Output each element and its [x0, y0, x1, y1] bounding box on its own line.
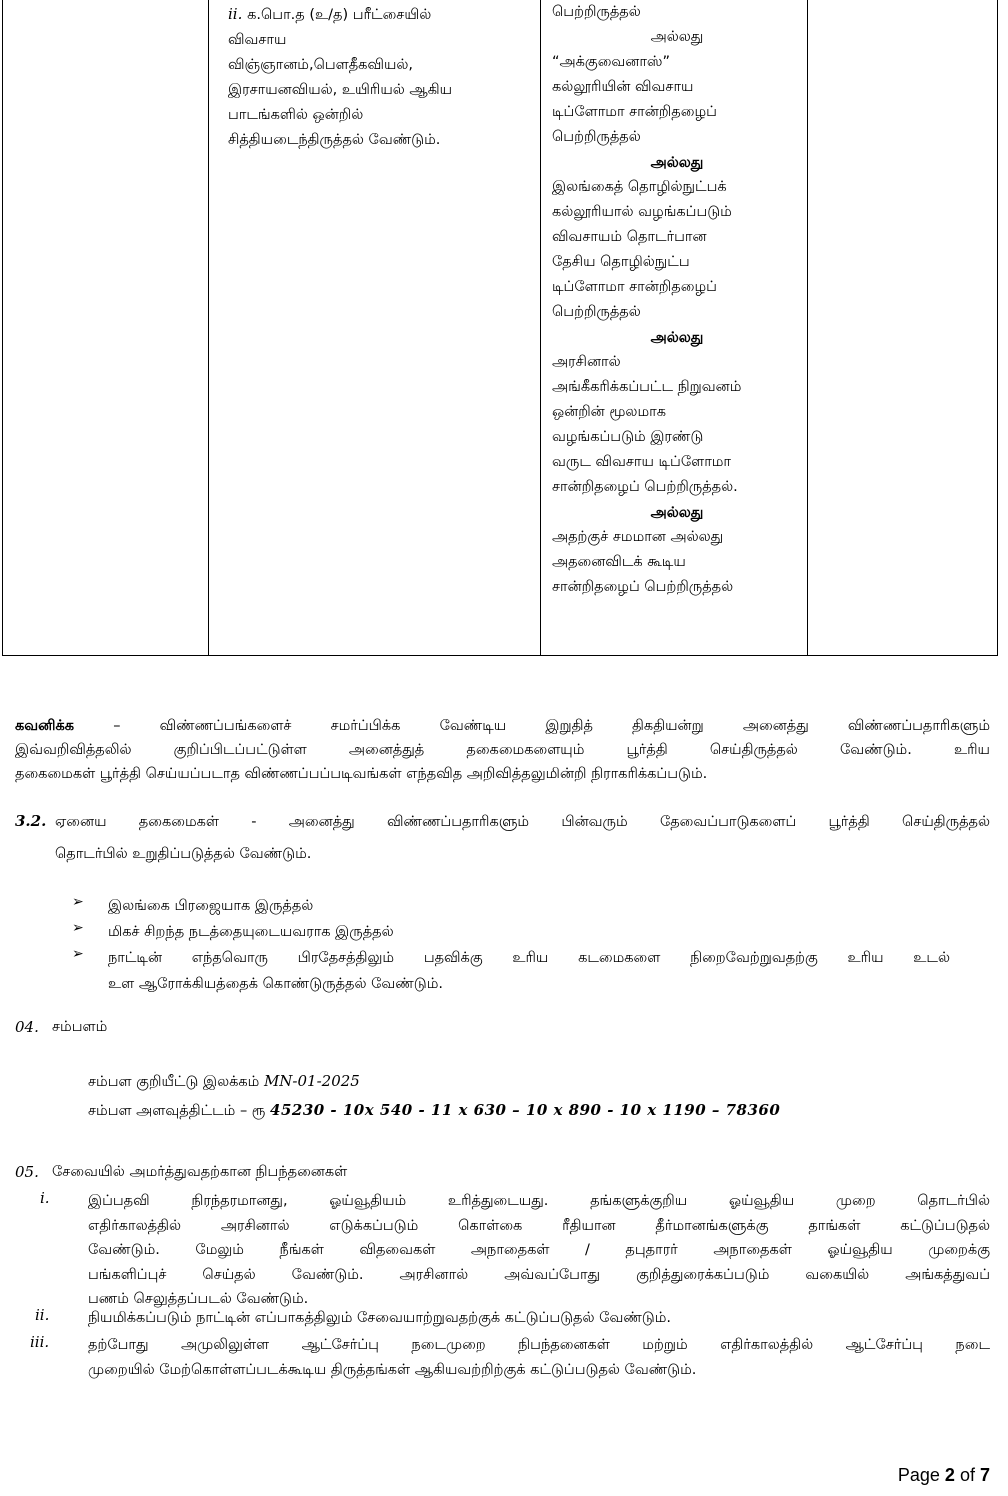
alternative-line: வழங்கப்படும் இரண்டு: [552, 429, 704, 445]
alternative-line: அரசினால்: [552, 354, 621, 370]
alternative-line: பெற்றிருத்தல்: [552, 4, 641, 20]
bullet-item: இலங்கை பிரஜையாக இருத்தல்: [108, 898, 314, 914]
alternative-line: கல்லூரியால் வழங்கப்படும்: [552, 204, 732, 220]
alternative-line: வருட விவசாய டிப்ளோமா: [552, 454, 732, 470]
section-3-2-text: [55, 810, 990, 834]
requirement-line: சித்தியடைந்திருத்தல் வேண்டும்.: [228, 132, 441, 148]
salary-code-line: [88, 1072, 360, 1092]
requirement-line: ii. க.பொ.த (உ/த) பரீட்சையில்: [228, 5, 432, 23]
section-5-number: 05.: [15, 1163, 39, 1181]
condition-marker: ii.: [35, 1306, 50, 1324]
section-3-2-text: [55, 842, 990, 866]
condition-item: நியமிக்கப்படும் நாட்டின் எப்பாகத்திலும் சேவையாற்றுவதற்குக் கட்டுப்படுதல் வேண்டும்.: [88, 1310, 671, 1326]
section-5-title: சேவையில் அமர்த்துவதற்கான நிபந்தனைகள்: [52, 1164, 348, 1180]
table-cell-requirement: [228, 2, 528, 153]
alternative-line: தேசிய தொழில்நுட்ப: [552, 254, 690, 270]
table-col-divider: [208, 0, 209, 656]
alternative-line: இலங்கைத் தொழில்நுட்பக்: [552, 179, 727, 195]
requirement-line: இரசாயனவியல், உயிரியல் ஆகிய: [228, 82, 453, 98]
alternative-line: சான்றிதழைப் பெற்றிருத்தல்.: [552, 479, 738, 495]
condition-marker: i.: [40, 1189, 50, 1207]
condition-marker: iii.: [30, 1333, 50, 1351]
section-3-2-line: தொடர்பில் உறுதிப்படுத்தல் வேண்டும்.: [55, 846, 312, 862]
salary-scale-value: 45230 - 10x 540 - 11 x 630 – 10 x 890 - 10 x 1190 – 78360: [270, 1101, 781, 1119]
or-separator: அல்லது: [650, 329, 704, 346]
table-col-divider: [807, 0, 808, 656]
salary-scale-line: [88, 1101, 780, 1121]
bullet-item: மிகச் சிறந்த நடத்தையுடையவராக இருத்தல்: [108, 924, 394, 940]
section-3-2-line: ஏனைய தகைமைகள் - அனைத்து விண்ணப்பதாரிகளும் பின்வரும் தேவைப்பாடுகளைப் பூர்த்தி செய்திருத்தல்: [55, 814, 990, 830]
salary-scale-label: சம்பள அளவுத்திட்டம் – ரூ: [88, 1103, 266, 1119]
table-cell-alternative: [552, 0, 802, 600]
or-separator: அல்லது: [650, 154, 704, 171]
requirement-line: விவசாய: [228, 32, 287, 48]
alternative-line: ஒன்றின் மூலமாக: [552, 404, 666, 420]
note-paragraph: [15, 714, 990, 786]
alternative-line: “அக்குவைனாஸ்”: [552, 54, 671, 70]
note-line: தகைமைகள் பூர்த்தி செய்யப்படாத விண்ணப்பப்படிவங்கள் எந்தவித அறிவித்தலுமின்றி நிராகரிக்கப்படும்.: [15, 766, 708, 782]
note-line: இவ்வறிவித்தலில் குறிப்பிடப்பட்டுள்ள அனைத்துத் தகைமைகளையும் பூர்த்தி செய்திருத்தல் வேண்டும். உரிய: [15, 742, 990, 758]
alternative-line: விவசாயம் தொடர்பான: [552, 229, 707, 245]
alternative-line: சான்றிதழைப் பெற்றிருத்தல்: [552, 579, 734, 595]
section-4-number: 04.: [15, 1018, 39, 1036]
alternative-line: அதனைவிடக் கூடிய: [552, 554, 686, 570]
bullet-item: நாட்டின் எந்தவொரு பிரதேசத்திலும் பதவிக்கு உரிய கடமைகளை நிறைவேற்றுவதற்கு உரிய உடல் உள ஆரோக்கியத்தைக் கொண்டுருத்தல் வேண்டும்.: [108, 950, 950, 992]
or-separator: அல்லது: [650, 504, 704, 521]
alternative-line: அதற்குச் சமமான அல்லது: [552, 529, 724, 545]
arrow-bullet-icon: ➢: [72, 946, 84, 962]
requirement-line: பாடங்களில் ஒன்றில்: [228, 107, 364, 123]
note-label: கவனிக்க: [15, 718, 75, 734]
alternative-line: பெற்றிருத்தல்: [552, 129, 641, 145]
or-separator: அல்லது: [650, 29, 704, 45]
alternative-line: அங்கீகரிக்கப்பட்ட நிறுவனம்: [552, 379, 742, 395]
table-col-divider: [540, 0, 541, 656]
section-4-title: சம்பளம்: [52, 1019, 108, 1035]
requirement-line: விஞ்ஞானம்,பௌதீகவியல்,: [228, 57, 414, 73]
arrow-bullet-icon: ➢: [72, 894, 84, 910]
arrow-bullet-icon: ➢: [72, 920, 84, 936]
page-number: Page 2 of 7: [897, 1465, 990, 1485]
condition-item: இப்பதவி நிரந்தரமானது, ஓய்வூதியம் உரித்துடையது. தங்களுக்குறிய ஓய்வூதிய முறை தொடர்பில் எதிர்காலத்தில் அரசினால் எடுக்கப்படும் கொள்கை ரீதியான தீர்மானங்களுக்கு தாங்கள் கட்டுப்படுதல் வேண்டும். மேலும் நீங்கள் விதவைகள் அநாதைகள் / தபுதாரர் அநாதைகள் ஓய்வூதிய முறைக்கு பங்களிப்புச் செய்தல் வேண்டும். அரசினால் அவ்வப்போது குறித்துரைக்கப்படும் வகையில் அங்கத்துவப் பணம் செலுத்தப்படல் வேண்டும்.: [88, 1193, 990, 1307]
salary-code-label: சம்பள குறியீட்டு இலக்கம்: [88, 1074, 260, 1090]
note-line: கவனிக்க – விண்ணப்பங்களைச் சமர்ப்பிக்க வேண்டிய இறுதித் திகதியன்று அனைத்து விண்ணப்பதாரிகளும்: [15, 718, 991, 734]
alternative-line: கல்லூரியின் விவசாய: [552, 79, 694, 95]
alternative-line: டிப்ளோமா சான்றிதழைப்: [552, 279, 717, 295]
section-3-2-number: 3.2.: [15, 812, 47, 830]
alternative-line: பெற்றிருத்தல்: [552, 304, 641, 320]
condition-item: தற்போது அமுலிலுள்ள ஆட்சேர்ப்பு நடைமுறை நிபந்தனைகள் மற்றும் எதிர்காலத்தில் ஆட்சேர்ப்பு நடை முறையில் மேற்கொள்ளப்படக்கூடிய திருத்தங்கள் ஆகியவற்றிற்குக் கட்டுப்படுதல் வேண்டும்.: [88, 1337, 990, 1378]
salary-code-value: MN-01-2025: [263, 1072, 360, 1090]
alternative-line: டிப்ளோமா சான்றிதழைப்: [552, 104, 717, 120]
